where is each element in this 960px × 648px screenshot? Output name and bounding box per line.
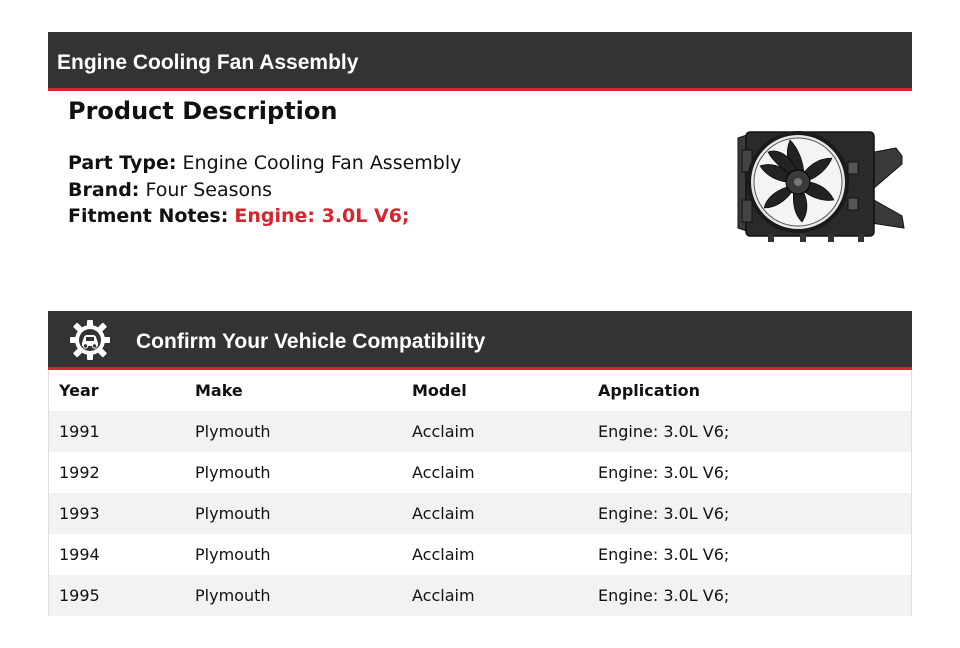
cell-make: Plymouth <box>195 504 271 523</box>
table-row <box>49 411 911 452</box>
radiator-fan-assembly-image <box>724 104 910 258</box>
cell-model: Acclaim <box>412 504 475 523</box>
product-title: Engine Cooling Fan Assembly <box>57 51 359 74</box>
brand-row <box>68 177 461 204</box>
table-row <box>49 575 911 616</box>
compatibility-title: Confirm Your Vehicle Compatibility <box>136 330 486 353</box>
table-row <box>49 493 911 534</box>
cell-application: Engine: 3.0L V6; <box>598 504 730 523</box>
cell-make: Plymouth <box>195 463 271 482</box>
fan-assembly-drawing <box>724 104 910 258</box>
cell-model: Acclaim <box>412 422 475 441</box>
product-description-heading: Product Description <box>68 97 338 125</box>
cell-model: Acclaim <box>412 545 475 564</box>
cell-year: 1993 <box>59 504 100 523</box>
brand-value: Four Seasons <box>145 178 273 201</box>
cell-make: Plymouth <box>195 586 271 605</box>
gear-car-icon <box>68 319 112 361</box>
compatibility-table <box>49 370 911 616</box>
product-description-list <box>68 150 461 230</box>
fitment-notes-row <box>68 203 461 230</box>
product-header-bar <box>48 32 912 91</box>
brand-label: Brand: <box>68 178 140 201</box>
compatibility-header-bar <box>48 311 912 370</box>
part-type-row <box>68 150 461 177</box>
column-header-application: Application <box>598 381 701 400</box>
column-header-make: Make <box>195 381 243 400</box>
cell-application: Engine: 3.0L V6; <box>598 422 730 441</box>
cell-application: Engine: 3.0L V6; <box>598 586 730 605</box>
cell-application: Engine: 3.0L V6; <box>598 463 730 482</box>
cell-make: Plymouth <box>195 422 271 441</box>
table-row <box>49 452 911 493</box>
cell-year: 1992 <box>59 463 100 482</box>
cell-model: Acclaim <box>412 463 475 482</box>
part-type-value: Engine Cooling Fan Assembly <box>182 152 462 174</box>
table-row <box>49 534 911 575</box>
part-type-label: Part Type: <box>68 152 177 174</box>
cell-year: 1994 <box>59 545 100 564</box>
cell-make: Plymouth <box>195 545 271 564</box>
fitment-notes-value: Engine: 3.0L V6; <box>234 205 410 227</box>
column-header-year: Year <box>59 381 99 400</box>
cell-model: Acclaim <box>412 586 475 605</box>
cell-application: Engine: 3.0L V6; <box>598 545 730 564</box>
cell-year: 1991 <box>59 422 100 441</box>
cell-year: 1995 <box>59 586 100 605</box>
compatibility-table-container <box>48 370 912 616</box>
fitment-notes-label: Fitment Notes: <box>68 205 229 227</box>
column-header-model: Model <box>412 381 467 400</box>
table-header-row <box>49 370 911 411</box>
